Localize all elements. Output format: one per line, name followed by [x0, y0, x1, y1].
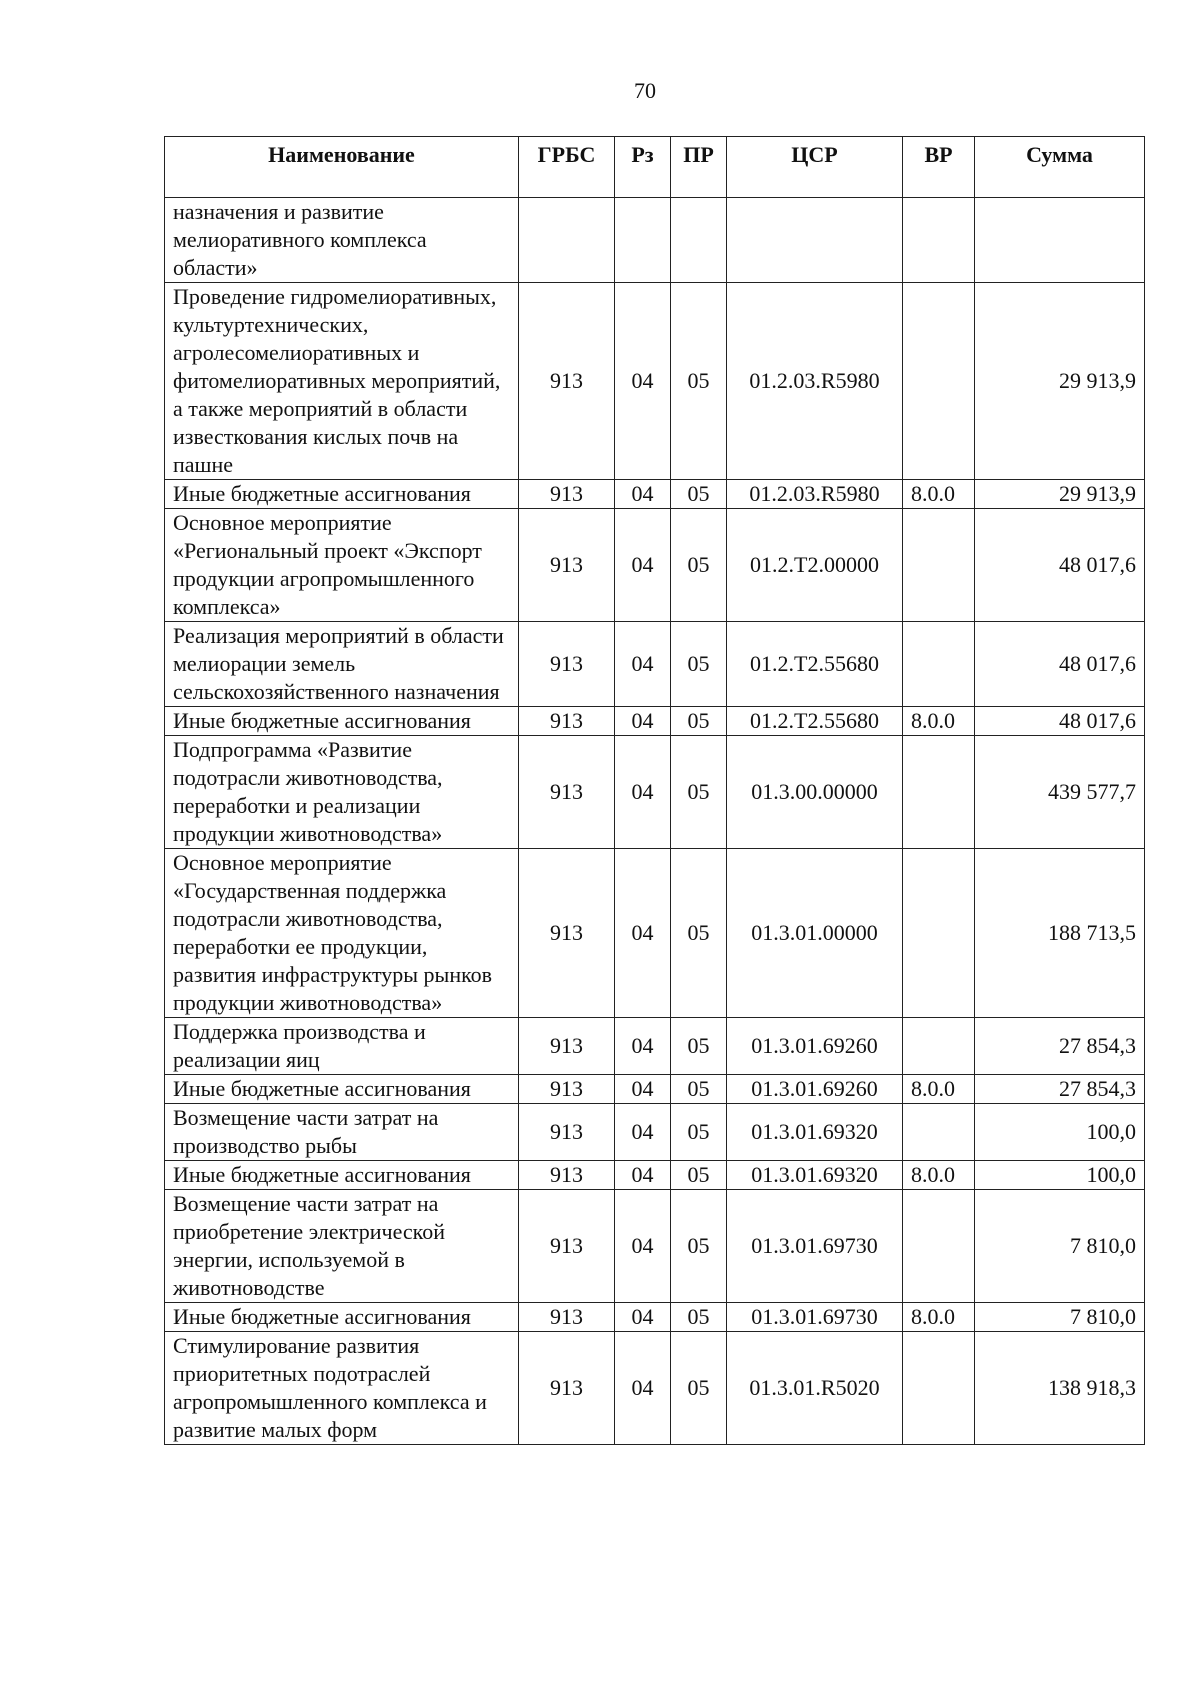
header-grbs: ГРБС [519, 137, 615, 198]
cell-rz: 04 [615, 622, 671, 707]
cell-grbs: 913 [519, 707, 615, 736]
header-csr: ЦСР [727, 137, 903, 198]
cell-grbs: 913 [519, 509, 615, 622]
cell-grbs: 913 [519, 736, 615, 849]
cell-sum: 48 017,6 [975, 622, 1145, 707]
header-pr: ПР [671, 137, 727, 198]
cell-pr: 05 [671, 1303, 727, 1332]
cell-rz: 04 [615, 1104, 671, 1161]
cell-rz: 04 [615, 1332, 671, 1445]
cell-vr [903, 622, 975, 707]
table-row [165, 1303, 1145, 1332]
cell-name: Иные бюджетные ассигнования [165, 1161, 519, 1190]
header-sum: Сумма [975, 137, 1145, 198]
table-row [165, 1190, 1145, 1303]
cell-vr [903, 1332, 975, 1445]
cell-vr [903, 1018, 975, 1075]
cell-name: Иные бюджетные ассигнования [165, 707, 519, 736]
cell-rz: 04 [615, 1303, 671, 1332]
cell-csr: 01.3.01.69320 [727, 1104, 903, 1161]
cell-csr: 01.3.01.69260 [727, 1018, 903, 1075]
cell-grbs: 913 [519, 1104, 615, 1161]
cell-pr: 05 [671, 707, 727, 736]
cell-sum: 100,0 [975, 1161, 1145, 1190]
table-header-row [165, 137, 1145, 198]
cell-pr: 05 [671, 849, 727, 1018]
cell-csr: 01.3.01.69730 [727, 1303, 903, 1332]
cell-vr: 8.0.0 [903, 1161, 975, 1190]
cell-rz: 04 [615, 707, 671, 736]
cell-grbs: 913 [519, 849, 615, 1018]
cell-sum: 27 854,3 [975, 1018, 1145, 1075]
table-row [165, 1018, 1145, 1075]
cell-pr: 05 [671, 1190, 727, 1303]
header-rz: Рз [615, 137, 671, 198]
cell-vr [903, 509, 975, 622]
cell-name: Основное мероприятие «Региональный проект «Экспорт продукции агропромышленного комплекса» [165, 509, 519, 622]
cell-name: Подпрограмма «Развитие подотрасли животноводства, переработки и реализации продукции животноводства» [165, 736, 519, 849]
cell-vr [903, 736, 975, 849]
cell-sum: 100,0 [975, 1104, 1145, 1161]
cell-name: Стимулирование развития приоритетных подотраслей агропромышленного комплекса и развитие малых форм [165, 1332, 519, 1445]
table-row [165, 1332, 1145, 1445]
cell-sum: 27 854,3 [975, 1075, 1145, 1104]
cell-sum: 29 913,9 [975, 283, 1145, 480]
cell-pr: 05 [671, 1332, 727, 1445]
cell-grbs: 913 [519, 1332, 615, 1445]
cell-pr: 05 [671, 1104, 727, 1161]
cell-pr: 05 [671, 1161, 727, 1190]
cell-rz: 04 [615, 736, 671, 849]
budget-table [164, 136, 1145, 1445]
cell-vr: 8.0.0 [903, 1075, 975, 1104]
cell-grbs: 913 [519, 1075, 615, 1104]
cell-grbs: 913 [519, 1303, 615, 1332]
cell-grbs: 913 [519, 480, 615, 509]
cell-grbs: 913 [519, 1018, 615, 1075]
cell-name: Реализация мероприятий в области мелиорации земель сельскохозяйственного назначения [165, 622, 519, 707]
cell-pr: 05 [671, 1075, 727, 1104]
table-row [165, 1104, 1145, 1161]
cell-name: назначения и развитие мелиоративного комплекса области» [165, 198, 519, 283]
cell-sum: 29 913,9 [975, 480, 1145, 509]
cell-sum: 439 577,7 [975, 736, 1145, 849]
cell-name: Проведение гидромелиоративных, культуртехнических, агролесомелиоративных и фитомелиоративных мероприятий, а также мероприятий в области известкования кислых почв на пашне [165, 283, 519, 480]
page-number: 70 [634, 78, 656, 103]
cell-pr: 05 [671, 283, 727, 480]
cell-rz: 04 [615, 849, 671, 1018]
cell-grbs [519, 198, 615, 283]
cell-csr: 01.2.T2.55680 [727, 622, 903, 707]
cell-name: Иные бюджетные ассигнования [165, 480, 519, 509]
cell-sum [975, 198, 1145, 283]
cell-sum: 138 918,3 [975, 1332, 1145, 1445]
cell-pr [671, 198, 727, 283]
cell-csr: 01.3.01.69260 [727, 1075, 903, 1104]
cell-vr [903, 198, 975, 283]
cell-grbs: 913 [519, 1161, 615, 1190]
cell-csr: 01.3.01.69320 [727, 1161, 903, 1190]
cell-sum: 7 810,0 [975, 1190, 1145, 1303]
table-row [165, 198, 1145, 283]
cell-csr: 01.3.00.00000 [727, 736, 903, 849]
table-row [165, 509, 1145, 622]
cell-name: Поддержка производства и реализации яиц [165, 1018, 519, 1075]
cell-grbs: 913 [519, 283, 615, 480]
cell-rz: 04 [615, 480, 671, 509]
cell-vr: 8.0.0 [903, 707, 975, 736]
table-row [165, 707, 1145, 736]
table-row [165, 1075, 1145, 1104]
cell-rz: 04 [615, 1018, 671, 1075]
cell-rz: 04 [615, 1190, 671, 1303]
cell-vr [903, 283, 975, 480]
cell-sum: 48 017,6 [975, 509, 1145, 622]
table-row [165, 622, 1145, 707]
cell-name: Иные бюджетные ассигнования [165, 1075, 519, 1104]
cell-csr: 01.2.03.R5980 [727, 480, 903, 509]
cell-vr [903, 1190, 975, 1303]
cell-grbs: 913 [519, 622, 615, 707]
cell-vr: 8.0.0 [903, 480, 975, 509]
cell-vr [903, 1104, 975, 1161]
cell-pr: 05 [671, 622, 727, 707]
cell-pr: 05 [671, 1018, 727, 1075]
cell-name: Иные бюджетные ассигнования [165, 1303, 519, 1332]
table-row [165, 480, 1145, 509]
cell-csr: 01.2.T2.55680 [727, 707, 903, 736]
cell-rz: 04 [615, 283, 671, 480]
cell-sum: 7 810,0 [975, 1303, 1145, 1332]
header-name: Наименование [165, 137, 519, 198]
cell-csr [727, 198, 903, 283]
cell-pr: 05 [671, 736, 727, 849]
cell-rz: 04 [615, 1075, 671, 1104]
cell-csr: 01.2.T2.00000 [727, 509, 903, 622]
cell-csr: 01.2.03.R5980 [727, 283, 903, 480]
header-vr: ВР [903, 137, 975, 198]
table-row [165, 736, 1145, 849]
cell-grbs: 913 [519, 1190, 615, 1303]
cell-rz [615, 198, 671, 283]
cell-vr: 8.0.0 [903, 1303, 975, 1332]
table-row [165, 849, 1145, 1018]
cell-rz: 04 [615, 509, 671, 622]
cell-name: Основное мероприятие «Государственная поддержка подотрасли животноводства, переработки ее продукции, развития инфраструктуры рынков продукции животноводства» [165, 849, 519, 1018]
cell-name: Возмещение части затрат на приобретение электрической энергии, используемой в животноводстве [165, 1190, 519, 1303]
cell-csr: 01.3.01.R5020 [727, 1332, 903, 1445]
table-row [165, 1161, 1145, 1190]
table-row [165, 283, 1145, 480]
cell-csr: 01.3.01.00000 [727, 849, 903, 1018]
cell-pr: 05 [671, 509, 727, 622]
cell-rz: 04 [615, 1161, 671, 1190]
cell-sum: 188 713,5 [975, 849, 1145, 1018]
cell-pr: 05 [671, 480, 727, 509]
cell-csr: 01.3.01.69730 [727, 1190, 903, 1303]
cell-name: Возмещение части затрат на производство рыбы [165, 1104, 519, 1161]
cell-vr [903, 849, 975, 1018]
cell-sum: 48 017,6 [975, 707, 1145, 736]
